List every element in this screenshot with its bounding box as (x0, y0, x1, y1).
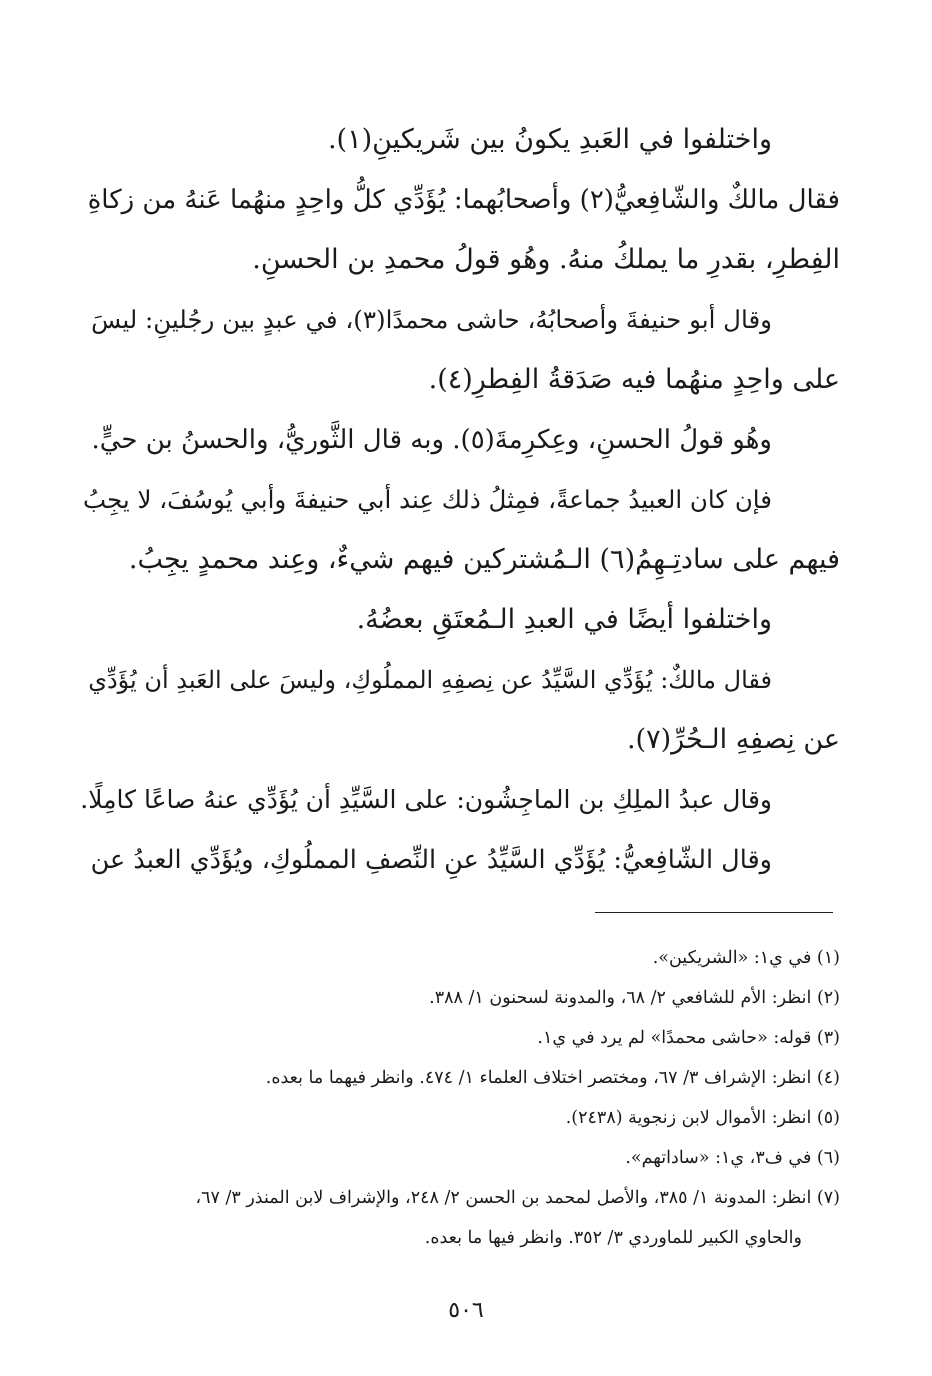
footnote: (١) في ي١: «الشريكين». (652, 948, 840, 968)
body-line: على واحِدٍ منهُما فيه صَدَقةُ الفِطرِ(٤). (428, 364, 840, 395)
body-line: واختلفوا في العَبدِ يكونُ بين شَريكينِ(١). (327, 124, 772, 155)
footnote-continuation: والحاوي الكبير للماوردي ٣/ ٣٥٢. وانظر فيها ما بعده. (424, 1228, 802, 1248)
body-line: فقال مالكٌ: يُؤَدِّي السَّيِّدُ عن نِصفِهِ المملُوكِ، وليسَ على العَبدِ أن يُؤَدِّي (88, 666, 772, 694)
body-line: وقال الشّافِعيُّ: يُؤَدِّي السَّيِّدُ عنِ النِّصفِ المملُوكِ، ويُؤَدِّي العبدُ عن (90, 845, 772, 875)
body-line: فقال مالكٌ والشّافِعيُّ(٢) وأصحابُهما: يُؤَدِّي كلُّ واحِدٍ منهُما عَنهُ من زكاةِ (87, 185, 840, 215)
page-number: ٥٠٦ (448, 1298, 484, 1323)
body-line: وقال أبو حنيفةَ وأصحابُهُ، حاشى محمدًا(٣)، في عبدٍ بين رجُلينِ: ليسَ (91, 305, 772, 334)
body-line: فيهم على سادتِـهِمُ(٦) الـمُشتركين فيهم شيءٌ، وعِند محمدٍ يجِبُ. (128, 544, 840, 575)
footnote: (٣) قوله: «حاشى محمدًا» لم يرد في ي١. (537, 1028, 840, 1048)
footnote: (٢) انظر: الأم للشافعي ٢/ ٦٨، والمدونة لسحنون ١/ ٣٨٨. (429, 988, 840, 1008)
body-line: عن نِصفِهِ الـحُرِّ(٧). (626, 724, 840, 755)
footnote: (٤) انظر: الإشراف ٣/ ٦٧، ومختصر اختلاف العلماء ١/ ٤٧٤. وانظر فيهما ما بعده. (265, 1068, 840, 1088)
body-line: فإن كان العبيدُ جماعةً، فمِثلُ ذلك عِند أبي حنيفةَ وأبي يُوسُفَ، لا يجِبُ (83, 485, 772, 514)
body-line: وقال عبدُ الملِكِ بن الماجِشُون: على السَّيِّدِ أن يُؤَدِّي عنهُ صاعًا كامِلًا. (80, 785, 772, 814)
footnotes (80, 938, 840, 1258)
body-line: واختلفوا أيضًا في العبدِ الـمُعتَقِ بعضُهُ. (356, 604, 772, 635)
footnote: (٦) في ف٣، ي١: «ساداتهم». (625, 1148, 840, 1168)
footnote: (٧) انظر: المدونة ١/ ٣٨٥، والأصل لمحمد بن الحسن ٢/ ٢٤٨، والإشراف لابن المنذر ٣/ ٦٧، (195, 1188, 840, 1208)
body-line: وهُو قولُ الحسنِ، وعِكرِمةَ(٥). وبه قال الثَّوريُّ، والحسنُ بن حيٍّ. (91, 425, 772, 455)
body-line: الفِطرِ، بقدرِ ما يملكُ منهُ. وهُو قولُ محمدِ بن الحسنِ. (252, 244, 840, 275)
footnote: (٥) انظر: الأموال لابن زنجوية (٢٤٣٨). (565, 1108, 840, 1128)
main-text (80, 110, 840, 890)
footnote-separator (595, 912, 833, 913)
